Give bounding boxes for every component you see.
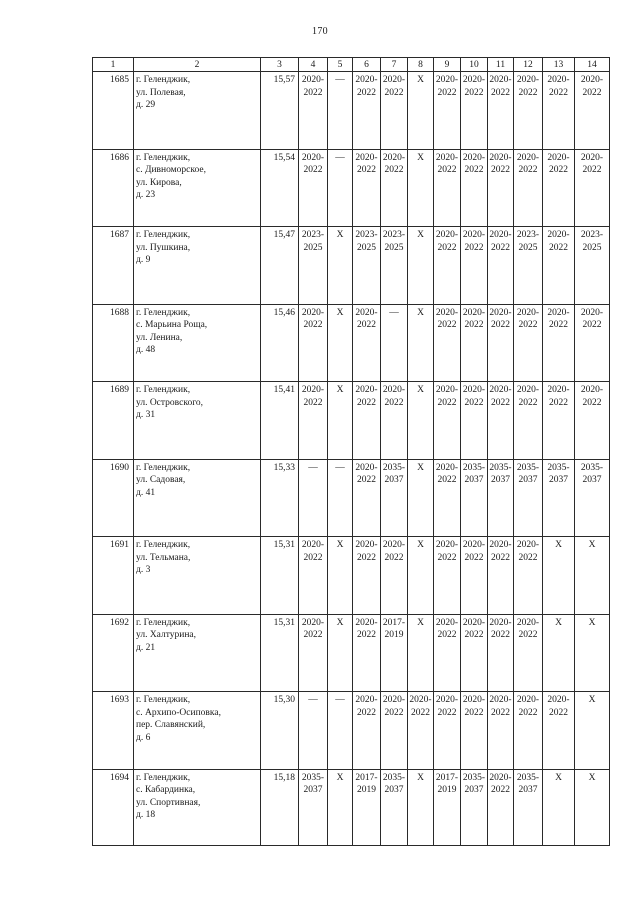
period-cell-col-8: Х: [408, 769, 434, 845]
period-cell-col-14: 2020- 2022: [575, 382, 610, 460]
period-cell-col-5: Х: [328, 304, 353, 382]
period-cell-col-4: 2020- 2022: [299, 149, 328, 227]
period-cell-col-7: 2035- 2037: [381, 459, 408, 537]
address-line: д. 18: [136, 810, 156, 820]
row-number: 1687: [93, 227, 134, 305]
period-cell-col-4: —: [299, 692, 328, 770]
period-cell-col-10: 2020- 2022: [461, 614, 488, 692]
period-cell-col-10: 2020- 2022: [461, 304, 488, 382]
period-cell-col-11: 2020- 2022: [488, 537, 514, 615]
period-cell-col-6: 2020- 2022: [353, 537, 381, 615]
address-line: с. Кабардинка,: [136, 785, 196, 795]
period-cell-col-10: 2020- 2022: [461, 149, 488, 227]
table-row: [93, 227, 610, 305]
period-cell-col-11: 2020- 2022: [488, 227, 514, 305]
period-cell-col-7: 2020- 2022: [381, 537, 408, 615]
period-cell-col-11: 2020- 2022: [488, 149, 514, 227]
period-cell-col-10: 2020- 2022: [461, 72, 488, 150]
period-cell-col-9: 2020- 2022: [434, 614, 461, 692]
address-line: д. 6: [136, 732, 151, 743]
period-cell-col-5: —: [328, 72, 353, 150]
period-cell-col-5: —: [328, 692, 353, 770]
period-cell-col-13: 2020- 2022: [543, 149, 575, 227]
column-header-3: 3: [261, 58, 299, 72]
value-cell: 15,46: [261, 304, 299, 382]
period-cell-col-14: Х: [575, 769, 610, 845]
address-line: ул. Полевая,: [136, 87, 186, 98]
period-cell-col-8: 2020- 2022: [408, 692, 434, 770]
period-cell-col-9: 2020- 2022: [434, 692, 461, 770]
address-line: д. 29: [136, 100, 156, 110]
value-cell: 15,57: [261, 72, 299, 150]
period-cell-col-13: 2020- 2022: [543, 72, 575, 150]
period-cell-col-14: Х: [575, 537, 610, 615]
address-cell: [134, 72, 261, 150]
table-row: [93, 769, 610, 845]
period-cell-col-10: 2020- 2022: [461, 537, 488, 615]
address-line: д. 23: [136, 190, 156, 200]
period-cell-col-12: 2020- 2022: [514, 304, 543, 382]
period-cell-col-11: 2020- 2022: [488, 304, 514, 382]
period-cell-col-12: 2020- 2022: [514, 149, 543, 227]
address-cell: [134, 227, 261, 305]
table-row: [93, 614, 610, 692]
period-cell-col-5: Х: [328, 227, 353, 305]
address-line: г. Геленджик,: [136, 307, 191, 318]
period-cell-col-4: 2020- 2022: [299, 304, 328, 382]
row-number: 1685: [93, 72, 134, 150]
registry-table: [92, 57, 610, 846]
period-cell-col-8: Х: [408, 304, 434, 382]
period-cell-col-9: 2020- 2022: [434, 537, 461, 615]
header-row: [93, 58, 610, 72]
row-number: 1693: [93, 692, 134, 770]
address-line: г. Геленджик,: [136, 695, 191, 705]
period-cell-col-8: Х: [408, 537, 434, 615]
table-row: [93, 459, 610, 537]
address-line: ул. Ленина,: [136, 332, 183, 343]
address-line: д. 3: [136, 565, 151, 575]
period-cell-col-12: 2023- 2025: [514, 227, 543, 305]
table-row: [93, 149, 610, 227]
value-cell: 15,31: [261, 614, 299, 692]
table-row: [93, 537, 610, 615]
period-cell-col-5: Х: [328, 769, 353, 845]
period-cell-col-11: 2020- 2022: [488, 614, 514, 692]
value-cell: 15,33: [261, 459, 299, 537]
value-cell: 15,54: [261, 149, 299, 227]
period-cell-col-9: 2020- 2022: [434, 72, 461, 150]
period-cell-col-9: 2020- 2022: [434, 304, 461, 382]
period-cell-col-12: 2020- 2022: [514, 382, 543, 460]
period-cell-col-10: 2020- 2022: [461, 382, 488, 460]
address-cell: [134, 149, 261, 227]
period-cell-col-4: 2035- 2037: [299, 769, 328, 845]
period-cell-col-9: 2020- 2022: [434, 459, 461, 537]
period-cell-col-5: Х: [328, 614, 353, 692]
period-cell-col-11: 2020- 2022: [488, 72, 514, 150]
period-cell-col-14: 2020- 2022: [575, 72, 610, 150]
period-cell-col-7: —: [381, 304, 408, 382]
page-number: 170: [312, 26, 328, 37]
period-cell-col-12: 2020- 2022: [514, 614, 543, 692]
period-cell-col-5: —: [328, 149, 353, 227]
column-header-13: 13: [543, 58, 575, 72]
row-number: 1692: [93, 614, 134, 692]
table-row: [93, 304, 610, 382]
row-number: 1694: [93, 769, 134, 845]
period-cell-col-4: —: [299, 459, 328, 537]
address-line: г. Геленджик,: [136, 230, 191, 240]
period-cell-col-11: 2020- 2022: [488, 692, 514, 770]
address-line: с. Архипо-Осиповка,: [136, 707, 221, 718]
period-cell-col-8: Х: [408, 614, 434, 692]
period-cell-col-13: 2035- 2037: [543, 459, 575, 537]
address-line: пер. Славянский,: [136, 720, 206, 730]
period-cell-col-13: 2020- 2022: [543, 692, 575, 770]
address-line: ул. Островского,: [136, 397, 203, 408]
period-cell-col-6: 2020- 2022: [353, 304, 381, 382]
address-line: д. 48: [136, 345, 156, 355]
period-cell-col-14: 2020- 2022: [575, 149, 610, 227]
period-cell-col-7: 2035- 2037: [381, 769, 408, 845]
period-cell-col-6: 2020- 2022: [353, 382, 381, 460]
address-line: ул. Тельмана,: [136, 552, 191, 563]
period-cell-col-13: 2020- 2022: [543, 227, 575, 305]
period-cell-col-6: 2020- 2022: [353, 459, 381, 537]
period-cell-col-6: 2020- 2022: [353, 72, 381, 150]
address-line: ул. Садовая,: [136, 475, 186, 485]
address-cell: [134, 692, 261, 770]
address-line: ул. Кирова,: [136, 177, 182, 188]
period-cell-col-7: 2020- 2022: [381, 72, 408, 150]
address-line: г. Геленджик,: [136, 385, 191, 395]
column-header-12: 12: [514, 58, 543, 72]
period-cell-col-10: 2020- 2022: [461, 692, 488, 770]
column-header-11: 11: [488, 58, 514, 72]
period-cell-col-8: Х: [408, 149, 434, 227]
address-line: ул. Спортивная,: [136, 797, 201, 808]
period-cell-col-14: Х: [575, 614, 610, 692]
value-cell: 15,47: [261, 227, 299, 305]
address-line: г. Геленджик,: [136, 540, 191, 550]
address-line: г. Геленджик,: [136, 75, 191, 85]
period-cell-col-5: —: [328, 459, 353, 537]
address-line: д. 9: [136, 255, 151, 265]
address-cell: [134, 769, 261, 845]
address-line: г. Геленджик,: [136, 617, 191, 628]
row-number: 1690: [93, 459, 134, 537]
period-cell-col-12: 2035- 2037: [514, 769, 543, 845]
address-line: г. Геленджик,: [136, 462, 191, 473]
period-cell-col-14: Х: [575, 692, 610, 770]
period-cell-col-6: 2020- 2022: [353, 614, 381, 692]
period-cell-col-13: Х: [543, 537, 575, 615]
address-cell: [134, 382, 261, 460]
period-cell-col-5: Х: [328, 382, 353, 460]
value-cell: 15,31: [261, 537, 299, 615]
table-row: [93, 72, 610, 150]
period-cell-col-4: 2023- 2025: [299, 227, 328, 305]
period-cell-col-6: 2023- 2025: [353, 227, 381, 305]
period-cell-col-12: 2020- 2022: [514, 692, 543, 770]
column-header-6: 6: [353, 58, 381, 72]
period-cell-col-12: 2020- 2022: [514, 537, 543, 615]
address-cell: [134, 614, 261, 692]
row-number: 1686: [93, 149, 134, 227]
address-line: д. 31: [136, 410, 156, 420]
address-line: г. Геленджик,: [136, 152, 191, 163]
period-cell-col-11: 2020- 2022: [488, 382, 514, 460]
period-cell-col-10: 2035- 2037: [461, 769, 488, 845]
period-cell-col-13: Х: [543, 614, 575, 692]
period-cell-col-11: 2035- 2037: [488, 459, 514, 537]
column-header-9: 9: [434, 58, 461, 72]
period-cell-col-14: 2020- 2022: [575, 304, 610, 382]
period-cell-col-14: 2035- 2037: [575, 459, 610, 537]
column-header-2: 2: [134, 58, 261, 72]
period-cell-col-7: 2023- 2025: [381, 227, 408, 305]
address-line: ул. Пушкина,: [136, 242, 191, 253]
address-line: г. Геленджик,: [136, 772, 191, 783]
period-cell-col-6: 2017- 2019: [353, 769, 381, 845]
period-cell-col-12: 2020- 2022: [514, 72, 543, 150]
period-cell-col-9: 2020- 2022: [434, 227, 461, 305]
column-header-10: 10: [461, 58, 488, 72]
period-cell-col-4: 2020- 2022: [299, 537, 328, 615]
period-cell-col-9: 2020- 2022: [434, 382, 461, 460]
period-cell-col-6: 2020- 2022: [353, 149, 381, 227]
period-cell-col-12: 2035- 2037: [514, 459, 543, 537]
column-header-4: 4: [299, 58, 328, 72]
table-row: [93, 692, 610, 770]
address-line: с. Марьина Роща,: [136, 320, 208, 330]
period-cell-col-9: 2017- 2019: [434, 769, 461, 845]
table-row: [93, 382, 610, 460]
address-line: ул. Халтурина,: [136, 630, 197, 640]
period-cell-col-11: 2020- 2022: [488, 769, 514, 845]
period-cell-col-10: 2035- 2037: [461, 459, 488, 537]
period-cell-col-5: Х: [328, 537, 353, 615]
period-cell-col-9: 2020- 2022: [434, 149, 461, 227]
period-cell-col-6: 2020- 2022: [353, 692, 381, 770]
value-cell: 15,41: [261, 382, 299, 460]
period-cell-col-7: 2020- 2022: [381, 692, 408, 770]
table-body: [93, 72, 610, 846]
row-number: 1688: [93, 304, 134, 382]
period-cell-col-13: 2020- 2022: [543, 304, 575, 382]
period-cell-col-14: 2023- 2025: [575, 227, 610, 305]
address-line: д. 41: [136, 487, 156, 498]
column-header-1: 1: [93, 58, 134, 72]
period-cell-col-10: 2020- 2022: [461, 227, 488, 305]
column-header-7: 7: [381, 58, 408, 72]
address-cell: [134, 304, 261, 382]
column-header-5: 5: [328, 58, 353, 72]
value-cell: 15,18: [261, 769, 299, 845]
value-cell: 15,30: [261, 692, 299, 770]
period-cell-col-7: 2020- 2022: [381, 382, 408, 460]
period-cell-col-13: 2020- 2022: [543, 382, 575, 460]
column-header-14: 14: [575, 58, 610, 72]
period-cell-col-8: Х: [408, 72, 434, 150]
period-cell-col-8: Х: [408, 459, 434, 537]
period-cell-col-4: 2020- 2022: [299, 72, 328, 150]
period-cell-col-7: 2020- 2022: [381, 149, 408, 227]
period-cell-col-7: 2017- 2019: [381, 614, 408, 692]
row-number: 1691: [93, 537, 134, 615]
address-cell: [134, 459, 261, 537]
period-cell-col-8: Х: [408, 227, 434, 305]
address-line: с. Дивноморское,: [136, 165, 206, 175]
address-cell: [134, 537, 261, 615]
period-cell-col-4: 2020- 2022: [299, 382, 328, 460]
column-header-8: 8: [408, 58, 434, 72]
period-cell-col-13: Х: [543, 769, 575, 845]
row-number: 1689: [93, 382, 134, 460]
address-line: д. 21: [136, 642, 156, 653]
period-cell-col-8: Х: [408, 382, 434, 460]
period-cell-col-4: 2020- 2022: [299, 614, 328, 692]
